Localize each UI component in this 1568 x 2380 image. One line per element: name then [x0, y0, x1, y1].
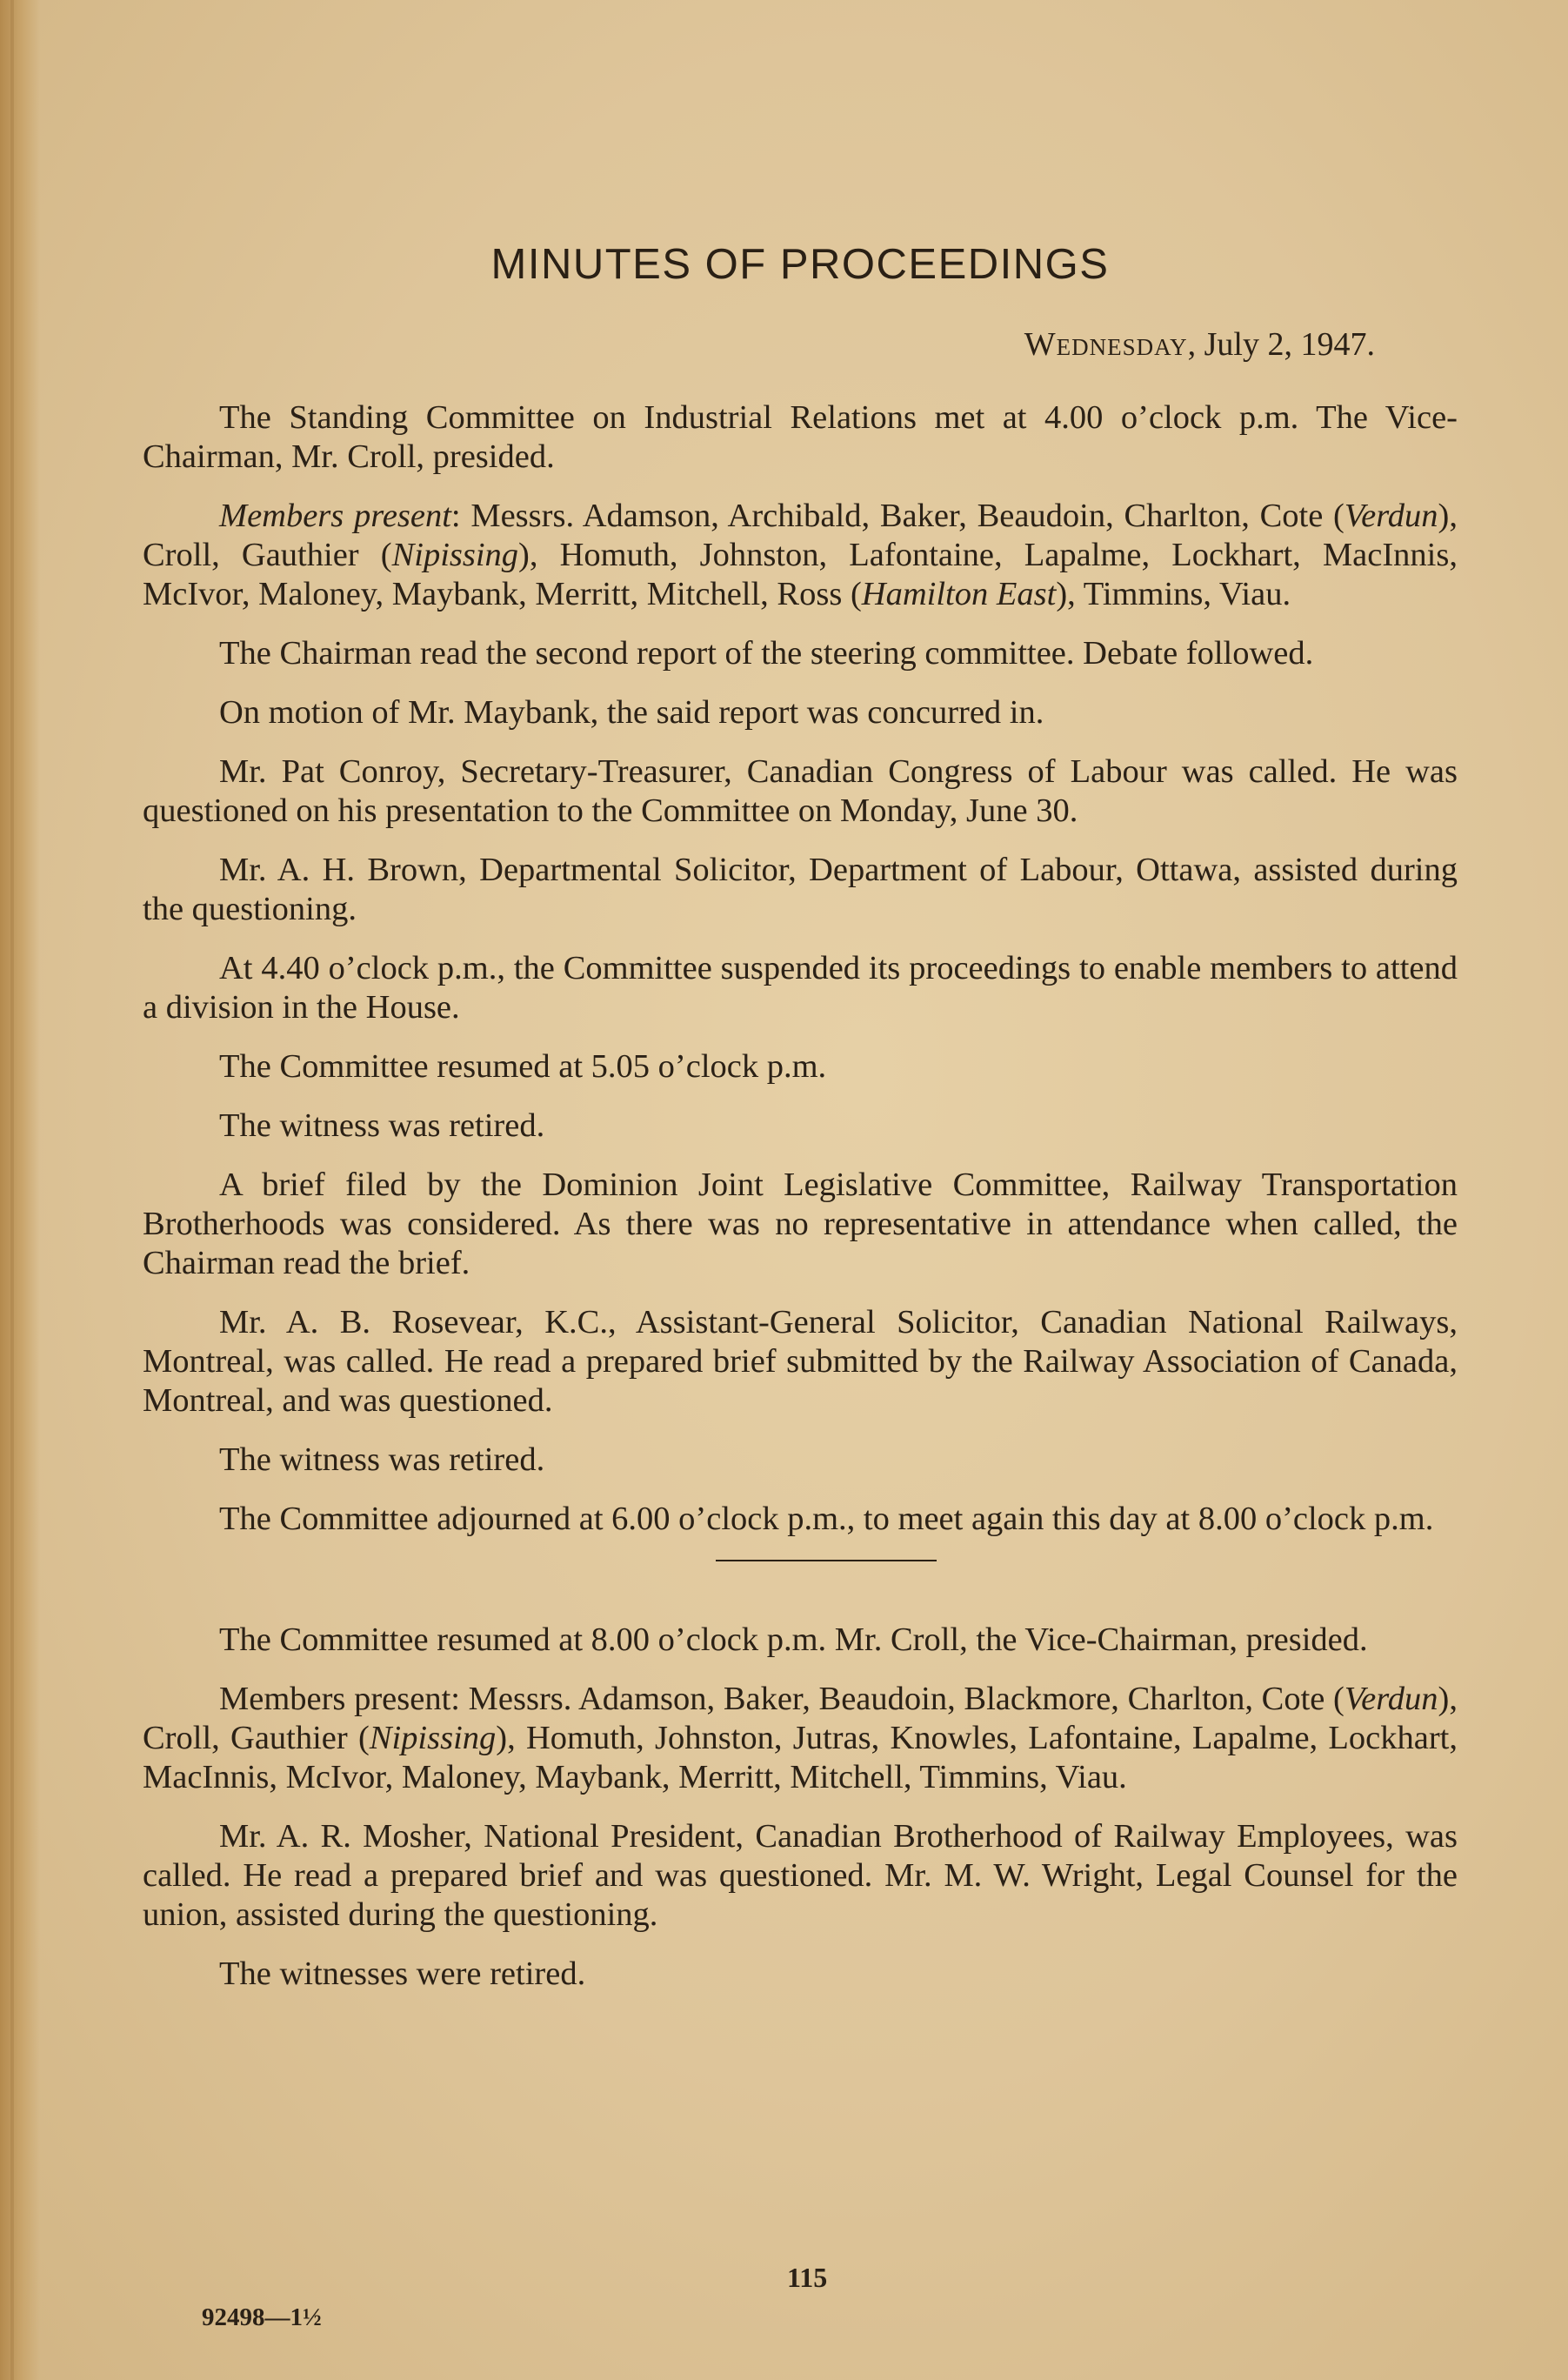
minutes-paragraph: The Committee resumed at 8.00 o’clock p.m. Mr. Croll, the Vice-Chairman, presided.: [219, 1621, 1368, 1658]
section-divider: [716, 1560, 937, 1561]
minutes-paragraph: The witness was retired.: [219, 1441, 545, 1478]
minutes-paragraph: Mr. Pat Conroy, Secretary-Treasurer, Canadian Congress of Labour was called. He was questioned on his presentation to the Committee on Monday, June 30.: [143, 753, 1458, 829]
meeting-date-rest: , July 2, 1947.: [1187, 326, 1375, 363]
page-title: MINUTES OF PROCEEDINGS: [490, 241, 1110, 288]
minutes-paragraph: The Chairman read the second report of the steering committee. Debate followed.: [219, 635, 1314, 672]
page-spine-line: [10, 0, 14, 2380]
minutes-paragraph: The Committee resumed at 5.05 o’clock p.m.: [219, 1048, 827, 1085]
minutes-paragraph: On motion of Mr. Maybank, the said report was concurred in.: [219, 694, 1044, 731]
members-present-paragraph: Members present: Messrs. Adamson, Baker, Beaudoin, Blackmore, Charlton, Cote (Verdun), Croll, Gauthier (Nipissing), Homuth, Johnston, Jutras, Knowles, Lafontaine, Lapalme, Lockhart, MacInnis, McIvor, Maloney, Maybank, Merritt, Mitchell, Timmins, Viau.: [143, 1681, 1458, 1795]
minutes-paragraph: Mr. A. B. Rosevear, K.C., Assistant-General Solicitor, Canadian National Railways, Montreal, was called. He read a prepared brief submitted by the Railway Association of Canada, Montreal, and was questioned.: [143, 1304, 1458, 1419]
page-number: 115: [787, 2262, 828, 2293]
title-block: [139, 240, 1461, 289]
minutes-paragraph: Mr. A. R. Mosher, National President, Canadian Brotherhood of Railway Employees, was called. He read a prepared brief and was questioned. Mr. M. W. Wright, Legal Counsel for the union, assisted during the questioning.: [143, 1818, 1458, 1933]
meeting-date: [1024, 325, 1375, 364]
meeting-weekday: Wednesday: [1024, 326, 1188, 363]
minutes-paragraph: The witnesses were retired.: [219, 1955, 586, 1992]
members-present-paragraph: Members present: Messrs. Adamson, Archibald, Baker, Beaudoin, Charlton, Cote (Verdun), Croll, Gauthier (Nipissing), Homuth, Johnston, Lafontaine, Lapalme, Lockhart, MacInnis, McIvor, Maloney, Maybank, Merritt, Mitchell, Ross (Hamilton East), Timmins, Viau.: [143, 498, 1458, 612]
printer-signature-mark: 92498—1½: [202, 2303, 322, 2331]
minutes-paragraph: Mr. A. H. Brown, Departmental Solicitor, Department of Labour, Ottawa, assisted during the questioning.: [143, 852, 1458, 927]
minutes-paragraph: The Committee adjourned at 6.00 o’clock p.m., to meet again this day at 8.00 o’clock p.m.: [219, 1501, 1434, 1537]
minutes-body: [143, 398, 1458, 2014]
minutes-paragraph: The witness was retired.: [219, 1107, 545, 1144]
minutes-paragraph: A brief filed by the Dominion Joint Legislative Committee, Railway Transportation Brotherhoods was considered. As there was no representative in attendance when called, the Chairman read the brief.: [143, 1167, 1458, 1281]
minutes-paragraph: At 4.40 o’clock p.m., the Committee suspended its proceedings to enable members to attend a division in the House.: [143, 950, 1458, 1026]
minutes-paragraph: The Standing Committee on Industrial Relations met at 4.00 o’clock p.m. The Vice-Chairman, Mr. Croll, presided.: [143, 399, 1458, 475]
page-spine-shadow: [0, 0, 40, 2380]
